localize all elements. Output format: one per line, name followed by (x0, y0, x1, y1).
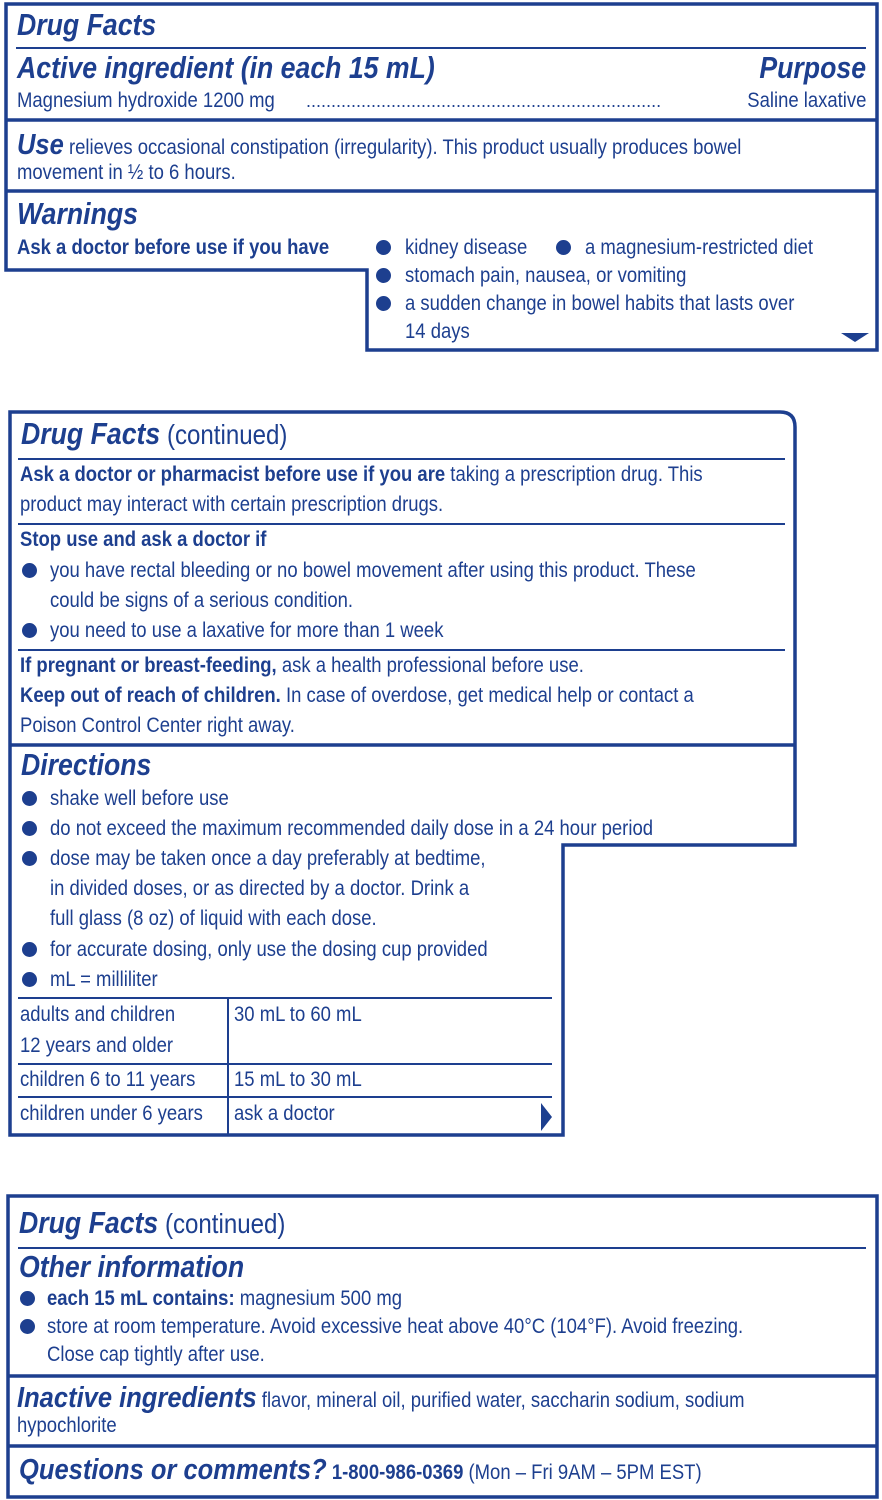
ingredient-leader: ....................................................................... (306, 91, 662, 111)
keep-text-2: Poison Control Center right away. (20, 714, 295, 737)
ingredient-name: Magnesium hydroxide 1200 mg (17, 89, 275, 112)
p1-title: Drug Facts (17, 7, 157, 42)
other-1-bold: each 15 mL contains: (47, 1287, 235, 1310)
direction-1: shake well before use (50, 787, 229, 810)
condition-1: kidney disease (405, 236, 528, 259)
ask-pharm-text-1: taking a prescription drug. This (445, 463, 703, 486)
phone-number: 1-800-986-0369 (326, 1461, 464, 1484)
keep-out-line (20, 681, 694, 711)
other-info-2: store at room temperature. Avoid excessive heat above 40°C (104°F). Avoid freezing. (47, 1315, 744, 1338)
questions-heading: Questions or comments? (19, 1454, 327, 1486)
p3-title-text: Drug Facts (19, 1205, 159, 1240)
dosage-dose-3: ask a doctor (234, 1102, 335, 1125)
stop-item-2: you need to use a laxative for more than 1 week (50, 619, 444, 642)
inactive-text-2: hypochlorite (17, 1414, 117, 1437)
p2-title (21, 416, 287, 453)
ask-pharm-line-1 (20, 460, 703, 490)
stop-item-1: you have rectal bleeding or no bowel movement after using this product. These (50, 559, 696, 582)
condition-4: a sudden change in bowel habits that lasts over (405, 292, 795, 315)
p3-title (19, 1205, 285, 1242)
dosage-dose-1: 30 mL to 60 mL (234, 1003, 362, 1026)
bullet-icon (22, 972, 37, 987)
p2-continued: (continued) (160, 419, 288, 450)
bullet-icon (22, 791, 37, 806)
dosage-age-1: adults and children (20, 1003, 176, 1026)
other-info-heading: Other information (19, 1249, 245, 1284)
inactive-text-1: flavor, mineral oil, purified water, saccharin sodium, sodium (256, 1389, 745, 1412)
pregnant-text: ask a health professional before use. (276, 654, 584, 677)
use-text-2: movement in ½ to 6 hours. (17, 161, 236, 184)
p3-continued: (continued) (158, 1208, 286, 1239)
stop-item-1-cont: could be signs of a serious condition. (50, 589, 354, 612)
bullet-icon (22, 821, 37, 836)
use-text-1: relieves occasional constipation (irregularity). This product usually produces bowel (63, 136, 742, 159)
other-info-1 (47, 1284, 402, 1314)
purpose-heading: Purpose (759, 50, 866, 85)
keep-text-1: In case of overdose, get medical help or contact a (280, 684, 694, 707)
bullet-icon (556, 240, 571, 255)
bullet-icon (22, 942, 37, 957)
direction-3: dose may be taken once a day preferably at bedtime, (50, 847, 486, 870)
stop-use-heading: Stop use and ask a doctor if (20, 528, 267, 551)
ask-doctor-label: Ask a doctor before use if you have (17, 236, 330, 259)
warnings-heading: Warnings (17, 196, 138, 231)
dosage-dose-2: 15 mL to 30 mL (234, 1068, 362, 1091)
questions-line (19, 1453, 702, 1488)
phone-hours: (Mon – Fri 9AM – 5PM EST) (463, 1461, 702, 1484)
direction-2: do not exceed the maximum recommended daily dose in a 24 hour period (50, 817, 654, 840)
continue-right-arrow-icon (541, 1103, 552, 1131)
bullet-icon (376, 268, 391, 283)
ingredient-purpose: Saline laxative (746, 89, 866, 112)
bullet-icon (20, 1319, 35, 1334)
dosage-age-3: children under 6 years (20, 1102, 203, 1125)
bullet-icon (20, 1291, 35, 1306)
inactive-line-1 (17, 1381, 745, 1416)
direction-4: for accurate dosing, only use the dosing cup provided (50, 938, 488, 961)
condition-3: stomach pain, nausea, or vomiting (405, 264, 687, 287)
condition-4-cont: 14 days (405, 320, 470, 343)
bullet-icon (22, 623, 37, 638)
directions-heading: Directions (21, 747, 152, 782)
inactive-heading: Inactive ingredients (17, 1382, 257, 1414)
continue-down-arrow-icon (841, 333, 869, 342)
direction-3-cont-2: full glass (8 oz) of liquid with each dose. (50, 907, 377, 930)
direction-3-cont-1: in divided doses, or as directed by a doctor. Drink a (50, 877, 470, 900)
ask-pharm-text-2: product may interact with certain prescription drugs. (20, 493, 444, 516)
pregnant-line (20, 651, 584, 681)
condition-2: a magnesium-restricted diet (585, 236, 814, 259)
ask-pharm-bold: Ask a doctor or pharmacist before use if you are (20, 463, 446, 486)
bullet-icon (22, 851, 37, 866)
dosage-age-2: children 6 to 11 years (20, 1068, 196, 1091)
keep-bold: Keep out of reach of children. (20, 684, 281, 707)
bullet-icon (376, 296, 391, 311)
other-info-2-cont: Close cap tightly after use. (47, 1343, 265, 1366)
bullet-icon (22, 563, 37, 578)
active-ingredient-heading: Active ingredient (in each 15 mL) (17, 50, 435, 85)
other-1-text: magnesium 500 mg (234, 1287, 403, 1310)
p2-title-text: Drug Facts (21, 416, 161, 451)
use-heading: Use (17, 129, 64, 161)
direction-5: mL = milliliter (50, 968, 158, 991)
dosage-age-1-cont: 12 years and older (20, 1034, 174, 1057)
pregnant-bold: If pregnant or breast-feeding, (20, 654, 277, 677)
bullet-icon (376, 240, 391, 255)
